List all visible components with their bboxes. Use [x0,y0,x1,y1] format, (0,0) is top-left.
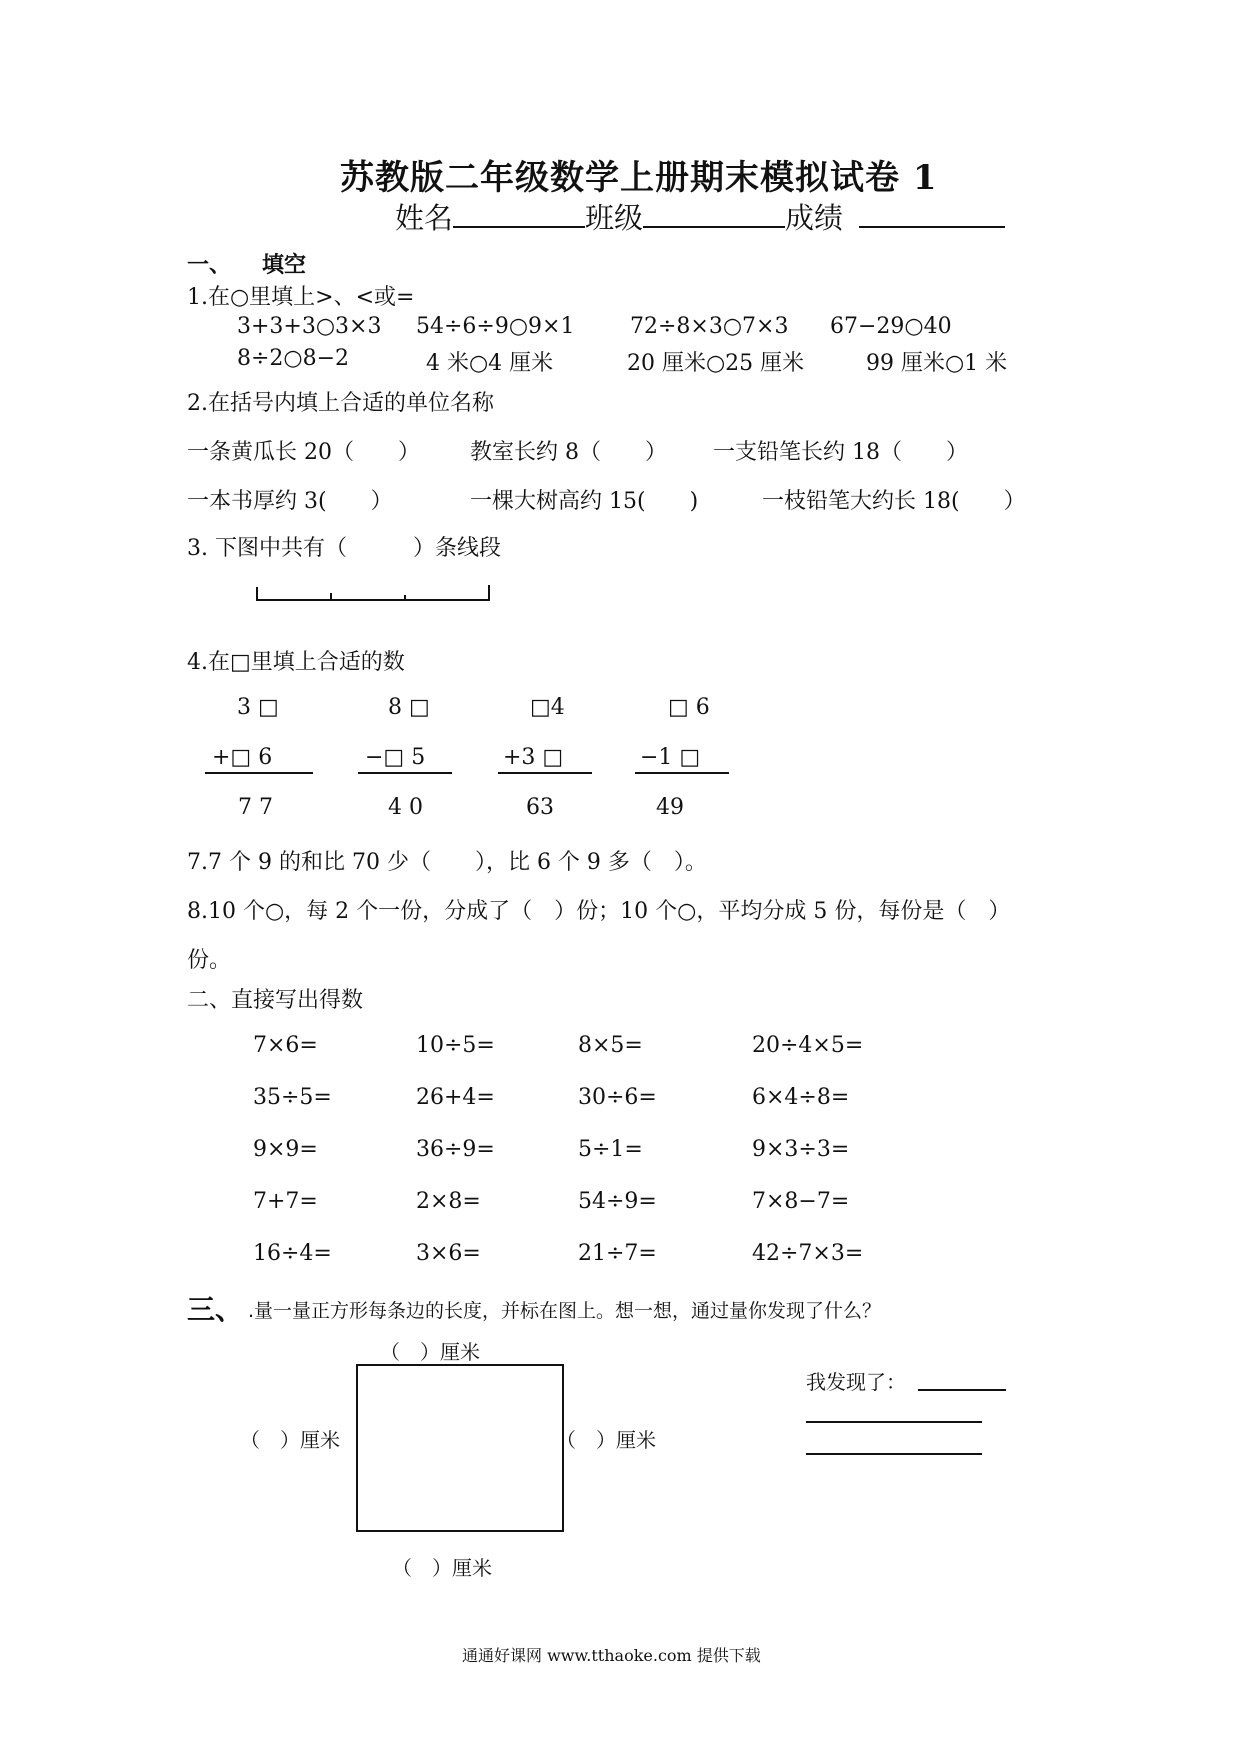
discovery-blank-3[interactable] [806,1453,982,1455]
arith-item: 42÷7×3= [752,1241,864,1266]
segment-tick-mid1 [330,593,332,601]
q8-text-line1: 8.10 个○，每 2 个一份，分成了（ ）份；10 个○，平均分成 5 份，每份是（ ） [187,899,1011,924]
q1-prompt: 1.在○里填上>、<或= [187,285,415,310]
score-blank[interactable] [859,226,1005,228]
q1-item: 72÷8×3○7×3 [630,314,789,339]
arith-item: 21÷7= [578,1241,657,1266]
arith-item: 9×3÷3= [752,1137,850,1162]
discovery-blank-2[interactable] [806,1421,982,1423]
q1-item: 54÷6÷9○9×1 [416,314,575,339]
q4-operand: +3 □ [503,745,564,770]
q1-item: 99 厘米○1 米 [866,351,1008,376]
q4-result: 49 [656,795,684,820]
square-label-top: （ ）厘米 [380,1340,480,1364]
q4-operand: +□ 6 [212,745,273,770]
arith-item: 16÷4= [253,1241,332,1266]
q3-prompt: 3. 下图中共有（ ）条线段 [187,536,501,561]
arith-item: 2×8= [416,1189,481,1214]
q4-result: 4 0 [388,795,423,820]
q2-item: 一支铅笔长约 18（ ） [713,440,968,465]
arith-item: 7+7= [253,1189,318,1214]
q7-text: 7.7 个 9 的和比 70 少（ ），比 6 个 9 多（ ）。 [187,850,707,875]
q1-item: 3+3+3○3×3 [237,314,382,339]
arith-item: 9×9= [253,1137,318,1162]
q2-prompt: 2.在括号内填上合适的单位名称 [187,391,494,416]
q4-result: 7 7 [238,795,273,820]
q4-underline [498,772,592,774]
square-label-bottom: （ ）厘米 [392,1556,492,1580]
arith-item: 6×4÷8= [752,1085,850,1110]
discovery-blank-1[interactable] [918,1389,1006,1391]
arith-item: 26+4= [416,1085,495,1110]
arith-item: 5÷1= [578,1137,643,1162]
q1-item: 67−29○40 [830,314,952,339]
section-1-number: 一、 [187,252,232,278]
q1-item: 20 厘米○25 厘米 [627,351,805,376]
q2-item: 一枝铅笔大约长 18( ） [762,489,1026,514]
section-3-number: 三、 [187,1293,244,1326]
q1-item: 4 米○4 厘米 [426,351,554,376]
name-blank[interactable] [453,226,585,228]
q4-top: 3 □ [237,695,279,720]
discovery-label: 我发现了： [806,1370,906,1394]
q4-top: 8 □ [388,695,430,720]
q4-top: □4 [530,695,565,720]
measure-square [356,1364,564,1532]
arith-item: 8×5= [578,1033,643,1058]
q4-underline [205,772,313,774]
segment-tick-right [488,585,490,601]
q2-item: 一条黄瓜长 20（ ） [187,440,420,465]
q1-item: 8÷2○8−2 [237,346,350,371]
section-2-heading: 二、直接写出得数 [187,988,364,1013]
class-blank[interactable] [643,226,785,228]
q2-item: 教室长约 8（ ） [470,440,667,465]
square-label-left: （ ）厘米 [240,1428,340,1452]
name-label: 姓名 [395,201,454,235]
page-title: 苏教版二年级数学上册期末模拟试卷 1 [340,158,938,198]
section-1-heading: 填空 [262,252,307,278]
arith-item: 7×8−7= [752,1189,850,1214]
q8-text-line2: 份。 [187,948,232,973]
arith-item: 30÷6= [578,1085,657,1110]
arith-item: 7×6= [253,1033,318,1058]
arith-item: 54÷9= [578,1189,657,1214]
q4-top: □ 6 [668,695,710,720]
q4-operand: −□ 5 [365,745,426,770]
q4-underline [635,772,729,774]
score-label: 成绩 [785,201,844,235]
student-info-row [395,196,1005,237]
section-3-instruction: .量一量正方形每条边的长度，并标在图上。想一想，通过量你发现了什么？ [248,1300,882,1322]
page-footer: 通通好课网 www.tthaoke.com 提供下载 [462,1646,761,1665]
q2-item: 一棵大树高约 15( ) [470,489,699,514]
q4-result: 63 [526,795,554,820]
q2-item: 一本书厚约 3( ） [187,489,393,514]
q4-prompt: 4.在□里填上合适的数 [187,650,405,675]
class-label: 班级 [585,201,644,235]
q4-operand: −1 □ [640,745,701,770]
line-segment-figure [256,585,490,601]
arith-item: 10÷5= [416,1033,495,1058]
segment-tick-left [256,587,258,601]
arith-item: 3×6= [416,1241,481,1266]
square-label-right: （ ）厘米 [556,1428,656,1452]
arith-item: 20÷4×5= [752,1033,864,1058]
arith-item: 36÷9= [416,1137,495,1162]
segment-main-line [256,599,490,601]
segment-tick-mid2 [404,595,406,601]
arith-item: 35÷5= [253,1085,332,1110]
q4-underline [358,772,452,774]
